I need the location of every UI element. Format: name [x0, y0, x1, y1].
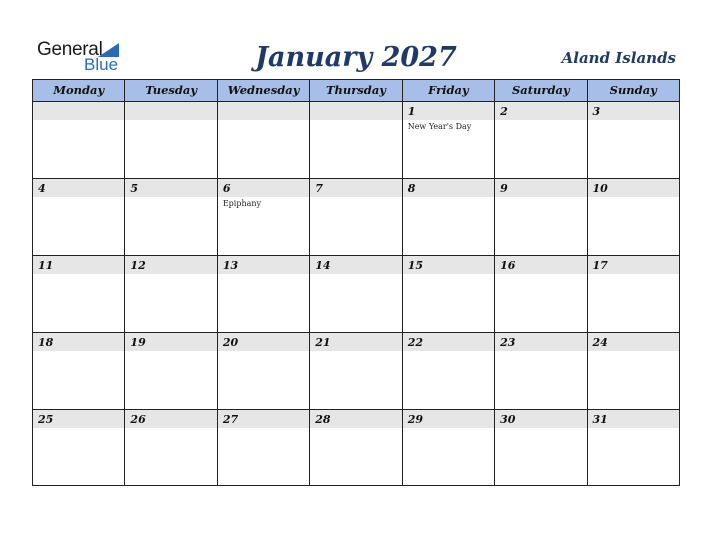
day-cell	[588, 179, 679, 255]
week-row	[33, 410, 679, 486]
weeks-container	[33, 102, 679, 486]
day-number-band	[218, 102, 309, 120]
day-number: 28	[315, 413, 331, 426]
day-number: 7	[315, 182, 323, 195]
empty-day-cell	[125, 102, 217, 178]
day-cell	[403, 410, 495, 486]
week-row	[33, 256, 679, 333]
day-number: 12	[130, 259, 146, 272]
day-cell	[588, 410, 679, 486]
logo-blue-text: Blue	[84, 55, 119, 74]
day-number-band	[310, 179, 401, 197]
day-cell	[310, 410, 402, 486]
day-cell	[33, 333, 125, 409]
day-number: 6	[222, 182, 231, 195]
day-number: 9	[500, 182, 508, 195]
empty-day-cell	[310, 102, 402, 178]
day-cell	[588, 333, 679, 409]
weekday-header: Monday	[33, 80, 125, 101]
day-cell	[218, 410, 310, 486]
day-number-band	[495, 179, 586, 197]
day-number: 19	[130, 336, 146, 349]
day-number: 14	[315, 259, 331, 272]
week-row	[33, 102, 679, 179]
day-number-band	[588, 102, 679, 120]
day-number-band	[310, 102, 401, 120]
logo-general-text: General	[37, 39, 103, 60]
day-number: 26	[130, 413, 146, 426]
day-number: 1	[407, 105, 416, 118]
weekday-header-row	[33, 80, 679, 102]
day-number: 11	[38, 259, 54, 272]
calendar-title: January 2027	[255, 42, 457, 73]
day-number: 17	[592, 259, 608, 272]
day-number-band	[125, 102, 216, 120]
day-cell	[125, 179, 217, 255]
day-number: 27	[222, 413, 239, 426]
day-number: 16	[500, 259, 516, 272]
day-number: 2	[500, 105, 508, 118]
weekday-header: Thursday	[310, 80, 402, 101]
day-number: 23	[500, 336, 516, 349]
day-cell	[125, 410, 217, 486]
holiday-label: New Year's Day	[407, 122, 472, 131]
day-number-band	[403, 179, 494, 197]
day-number-band	[403, 102, 494, 120]
day-cell	[588, 256, 679, 332]
weekday-header: Tuesday	[125, 80, 217, 101]
day-number: 20	[222, 336, 239, 349]
empty-day-cell	[218, 102, 310, 178]
day-number: 4	[38, 182, 46, 195]
empty-day-cell	[33, 102, 125, 178]
day-cell	[495, 102, 587, 178]
day-number: 31	[592, 413, 608, 426]
day-cell	[495, 179, 587, 255]
day-number: 8	[407, 182, 416, 195]
weekday-header: Sunday	[609, 83, 657, 97]
day-cell	[33, 410, 125, 486]
day-number: 13	[222, 259, 239, 272]
day-cell	[218, 333, 310, 409]
day-cell	[403, 333, 495, 409]
day-number-band	[33, 102, 124, 120]
day-cell	[403, 256, 495, 332]
calendar-grid	[32, 79, 680, 486]
day-cell	[310, 333, 402, 409]
day-cell	[588, 102, 679, 178]
day-number: 30	[500, 413, 516, 426]
day-number-band	[33, 179, 124, 197]
day-cell	[403, 179, 495, 255]
day-number: 10	[592, 182, 608, 195]
day-number-band	[125, 179, 216, 197]
day-cell	[495, 256, 587, 332]
day-cell	[125, 333, 217, 409]
weekday-header: Wednesday	[218, 80, 310, 101]
holiday-label: Epiphany	[222, 199, 262, 208]
day-number-band	[218, 179, 309, 197]
day-cell	[403, 102, 495, 178]
day-number-band	[495, 102, 586, 120]
week-row	[33, 333, 679, 410]
day-cell	[33, 256, 125, 332]
day-number: 3	[592, 105, 601, 118]
day-cell	[218, 256, 310, 332]
day-cell	[310, 256, 402, 332]
day-cell	[495, 410, 587, 486]
weekday-header: Friday	[403, 80, 495, 101]
week-row	[33, 179, 679, 256]
day-number: 18	[38, 336, 54, 349]
day-cell	[33, 179, 125, 255]
weekday-header: Saturday	[495, 80, 587, 101]
day-cell	[495, 333, 587, 409]
day-number: 25	[38, 413, 54, 426]
day-cell	[310, 179, 402, 255]
day-number: 29	[407, 413, 423, 426]
day-number: 22	[407, 336, 423, 349]
day-cell	[125, 256, 217, 332]
day-number: 15	[407, 259, 423, 272]
region-name: Aland Islands	[561, 49, 676, 67]
generalblue-logo	[37, 40, 137, 74]
day-number: 5	[130, 182, 139, 195]
day-number: 24	[592, 336, 608, 349]
day-cell	[218, 179, 310, 255]
day-number: 21	[315, 336, 331, 349]
